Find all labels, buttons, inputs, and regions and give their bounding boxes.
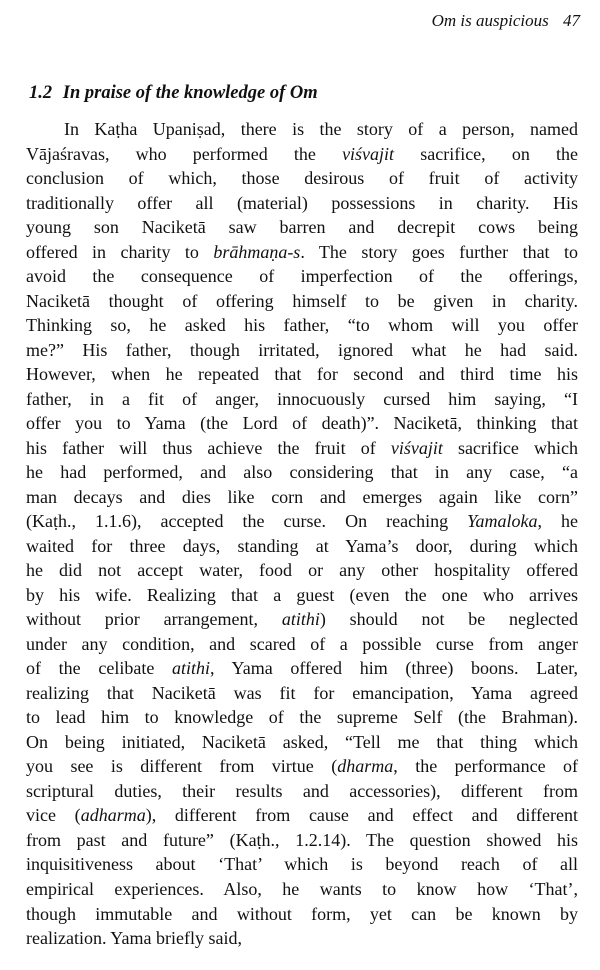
text-run: you see is different from virtue ( xyxy=(26,756,338,777)
text-line xyxy=(26,730,578,755)
text-line xyxy=(26,803,578,828)
text-line xyxy=(26,583,578,608)
text-run: Naciketā thought of offering himself to be given in charity. xyxy=(26,290,578,311)
text-run: avoid the consequence of imperfection of the offerings, xyxy=(26,266,578,287)
text-run: young son Naciketā saw barren and decrepit cows being xyxy=(26,217,578,238)
text-line xyxy=(26,313,578,338)
text-run: scriptural duties, their results and accessories), different from xyxy=(26,780,578,801)
text-run: sacrifice, on the xyxy=(394,143,578,164)
text-line xyxy=(26,509,578,534)
body-paragraph xyxy=(26,117,578,951)
text-run: without prior arrangement, xyxy=(26,609,282,630)
text-line xyxy=(26,142,578,167)
text-line xyxy=(26,362,578,387)
text-run: In Kaṭha Upaniṣad, there is the story of a person, named xyxy=(64,119,578,139)
text-run: his father will thus achieve the fruit of xyxy=(26,437,391,458)
text-line xyxy=(26,754,578,779)
section-title: In praise of the knowledge of Om xyxy=(62,83,318,103)
text-run: Vājaśravas, who performed the xyxy=(26,143,343,164)
text-line xyxy=(26,117,578,142)
running-head xyxy=(0,8,580,34)
text-run: . The story goes further that to xyxy=(300,241,578,262)
text-line xyxy=(26,852,578,877)
text-run: sacrifice which xyxy=(442,437,578,458)
text-line xyxy=(26,289,578,314)
text-line xyxy=(26,828,578,853)
text-line xyxy=(26,485,578,510)
text-run: waited for three days, standing at Yama’s door, during which xyxy=(26,535,578,556)
text-run: from past and future” (Kaṭh., 1.2.14). The question showed his xyxy=(26,829,578,850)
text-run: , the performance of xyxy=(393,756,578,777)
text-line xyxy=(26,215,578,240)
text-run: ) should not be neglected xyxy=(319,609,578,630)
text-run: However, when he repeated that for second and third time his xyxy=(26,364,578,385)
text-line xyxy=(26,240,578,265)
text-run: , he xyxy=(537,511,578,532)
running-head-title: Om is auspicious xyxy=(431,11,549,30)
text-run: ), different from cause and effect and different xyxy=(145,805,578,826)
text-line xyxy=(26,902,578,927)
text-run: empirical experiences. Also, he wants to know how ‘That’, xyxy=(26,878,578,899)
text-line xyxy=(26,607,578,632)
italic-term: atithi xyxy=(172,658,211,679)
text-run: offered in charity to xyxy=(26,241,214,262)
text-line xyxy=(26,632,578,657)
italic-term: Yamaloka xyxy=(467,511,538,532)
italic-term: adharma xyxy=(80,805,146,826)
text-run: man decays and dies like corn and emerges again like corn” xyxy=(26,486,578,507)
text-line xyxy=(26,460,578,485)
text-line xyxy=(26,387,578,412)
text-run: of the celibate xyxy=(26,658,172,679)
text-run: (Kaṭh., 1.1.6), accepted the curse. On reaching xyxy=(26,511,468,532)
text-run: inquisitiveness about ‘That’ which is beyond reach of all xyxy=(26,854,578,875)
page-number: 47 xyxy=(563,11,580,30)
section-heading xyxy=(29,80,318,106)
text-run: he had performed, and also considering that in any case, “a xyxy=(26,462,578,483)
text-run: realizing that Naciketā was fit for emancipation, Yama agreed xyxy=(26,682,578,703)
text-run: by his wife. Realizing that a guest (even the one who arrives xyxy=(26,584,578,605)
text-line xyxy=(26,656,578,681)
text-run: father, in a fit of anger, innocuously cursed him saying, “I xyxy=(26,388,578,409)
text-run: , Yama offered him (three) boons. Later, xyxy=(210,658,578,679)
text-run: On being initiated, Naciketā asked, “Tell me that thing which xyxy=(26,731,578,752)
text-run: under any condition, and scared of a possible curse from anger xyxy=(26,633,578,654)
section-number: 1.2 xyxy=(29,83,53,103)
text-run: offer you to Yama (the Lord of death)”. Naciketā, thinking that xyxy=(26,413,578,434)
text-line xyxy=(26,264,578,289)
text-line xyxy=(26,436,578,461)
text-line xyxy=(26,558,578,583)
text-line xyxy=(26,926,578,951)
text-run: me?” His father, though irritated, ignored what he had said. xyxy=(26,339,578,360)
italic-term: viśvajit xyxy=(390,437,443,458)
text-line xyxy=(26,534,578,559)
text-line xyxy=(26,166,578,191)
text-line xyxy=(26,877,578,902)
italic-term: atithi xyxy=(281,609,320,630)
text-line xyxy=(26,411,578,436)
text-line xyxy=(26,705,578,730)
italic-term: brāhmaṇa-s xyxy=(213,241,301,262)
text-run: traditionally offer all (material) possessions in charity. His xyxy=(26,192,578,213)
text-run: Thinking so, he asked his father, “to whom will you offer xyxy=(26,315,578,336)
text-line xyxy=(26,191,578,216)
italic-term: viśvajit xyxy=(342,143,395,164)
text-line xyxy=(26,338,578,363)
text-run: to lead him to knowledge of the supreme Self (the Brahman). xyxy=(26,707,578,728)
text-run: he did not accept water, food or any other hospitality offered xyxy=(26,560,578,581)
italic-term: dharma xyxy=(337,756,394,777)
text-line xyxy=(26,779,578,804)
text-run: though immutable and without form, yet can be known by xyxy=(26,903,578,924)
text-run: conclusion of which, those desirous of fruit of activity xyxy=(26,168,578,189)
text-line xyxy=(26,681,578,706)
text-run: realization. Yama briefly said, xyxy=(26,928,242,949)
text-run: vice ( xyxy=(26,805,81,826)
